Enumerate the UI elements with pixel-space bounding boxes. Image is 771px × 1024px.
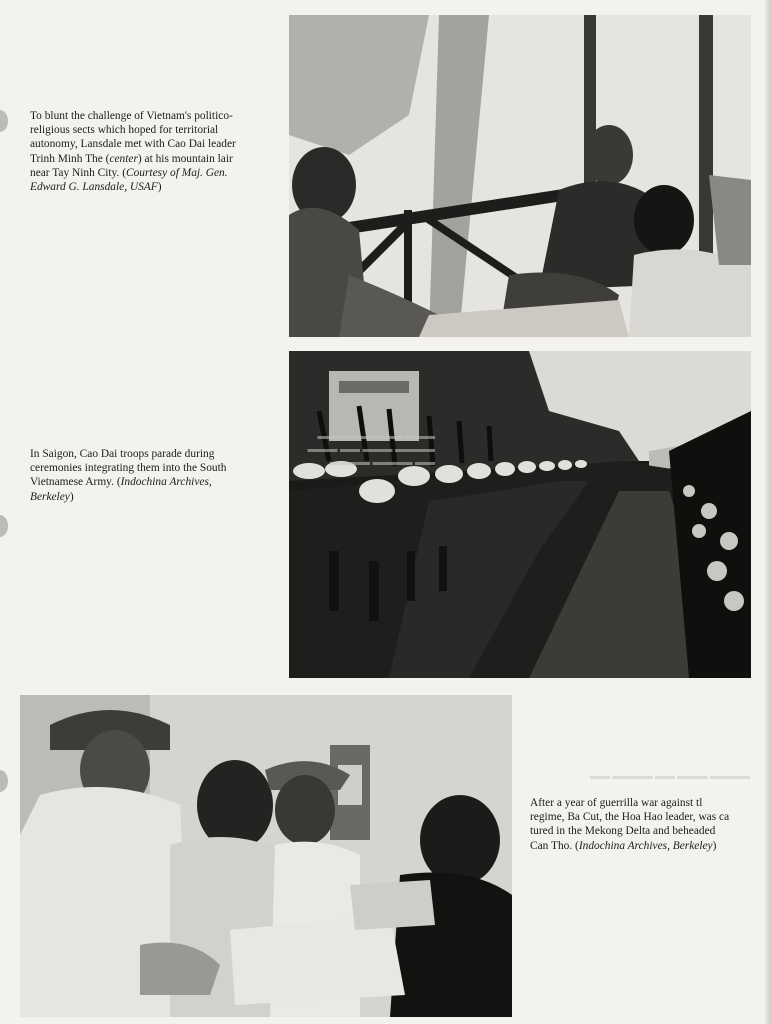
photo-cao-dai-parade bbox=[289, 351, 751, 678]
caption-line: near Tay Ninh City. ( bbox=[30, 166, 127, 179]
binder-hole bbox=[0, 770, 8, 792]
caption-credit: Courtesy of Maj. Gen. bbox=[126, 166, 228, 179]
caption-line: ceremonies integrating them into the South bbox=[30, 462, 227, 475]
caption-line: Can Tho. ( bbox=[530, 839, 579, 852]
caption-line: tured in the Mekong Delta and beheaded bbox=[530, 825, 716, 838]
bleed-through-text: ▬▬▬▬ ▬▬▬ ▬▬ ▬▬▬▬ ▬▬ bbox=[590, 771, 750, 782]
caption-line: ) bbox=[712, 839, 717, 852]
photo-ba-cut-capture bbox=[20, 695, 512, 1017]
caption-line: ) at his mountain lair bbox=[137, 152, 233, 165]
caption-line: To blunt the challenge of Vietnam's politico- bbox=[30, 110, 233, 122]
caption-credit: Indochina Archives, Berkeley bbox=[578, 839, 713, 852]
caption-line: ) bbox=[69, 490, 74, 503]
binder-hole bbox=[0, 515, 8, 537]
page-edge bbox=[765, 0, 771, 1024]
caption-credit: Edward G. Lansdale, USAF bbox=[30, 181, 158, 194]
caption-ba-cut bbox=[530, 796, 766, 853]
caption-line: autonomy, Lansdale met with Cao Dai leader bbox=[30, 138, 236, 151]
caption-cao-dai-parade bbox=[30, 447, 280, 504]
caption-emphasis: center bbox=[109, 152, 138, 165]
caption-line: Vietnamese Army. ( bbox=[30, 476, 121, 489]
caption-line: ) bbox=[157, 181, 162, 194]
photo-lansdale-meeting bbox=[289, 15, 751, 337]
bleed-through-text: ▬▬▬ ▬▬ ▬▬▬▬ ▬▬ ▬▬▬▬ ▬▬▬ ▬▬ ▬▬▬ ▬▬ ▬▬▬▬ ▬▬▬▬ bbox=[307, 431, 435, 468]
binder-hole bbox=[0, 110, 8, 132]
caption-credit: Indochina Archives, bbox=[120, 476, 212, 489]
caption-line: Trinh Minh The ( bbox=[30, 152, 110, 165]
caption-line: After a year of guerrilla war against tl bbox=[530, 797, 703, 809]
caption-line: In Saigon, Cao Dai troops parade during bbox=[30, 448, 215, 460]
caption-line: religious sects which hoped for territorial bbox=[30, 124, 219, 137]
caption-line: regime, Ba Cut, the Hoa Hao leader, was ca bbox=[530, 811, 730, 824]
caption-credit: Berkeley bbox=[30, 490, 70, 503]
caption-lansdale-meeting bbox=[30, 109, 280, 194]
